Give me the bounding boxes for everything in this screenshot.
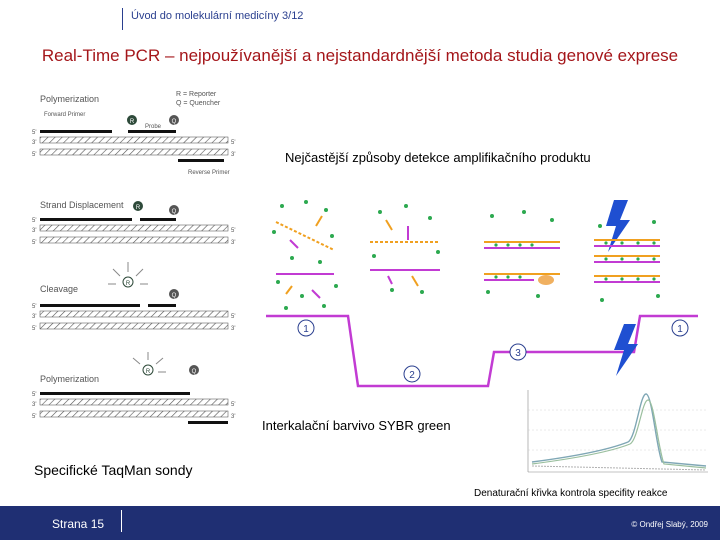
copyright: © Ondřej Slabý, 2009 (631, 520, 708, 529)
legend-quencher: Q = Quencher (176, 100, 221, 107)
melt-curve-chart (518, 386, 712, 480)
page-number: Strana 15 (52, 517, 105, 531)
reverse-primer-label: Reverse Primer (188, 170, 230, 176)
svg-text:Q: Q (171, 119, 177, 125)
svg-text:3': 3' (32, 228, 37, 234)
taqman-caption: Specifické TaqMan sondy (34, 462, 193, 478)
svg-text:5': 5' (231, 140, 236, 146)
svg-text:R: R (125, 281, 131, 287)
step-label: Polymerization (40, 94, 100, 104)
svg-text:2: 2 (409, 370, 415, 381)
svg-text:5': 5' (32, 218, 37, 224)
svg-text:R: R (129, 119, 135, 125)
taqman-diagram (28, 86, 260, 436)
svg-text:5': 5' (231, 228, 236, 234)
legend-reporter: R = Reporter (176, 91, 217, 98)
primer-icon (388, 226, 408, 284)
svg-text:3': 3' (231, 414, 236, 420)
melt-caption: Denaturační křivka kontrola specifity reakce (474, 488, 668, 499)
svg-text:5': 5' (231, 402, 236, 408)
dye-molecule-icon (372, 204, 440, 294)
sybr-caption: Interkalační barvivo SYBR green (262, 418, 451, 433)
svg-text:3: 3 (515, 348, 521, 359)
svg-text:3': 3' (231, 326, 236, 332)
svg-text:5': 5' (32, 392, 37, 398)
svg-text:5': 5' (32, 130, 37, 136)
primer-icon (286, 216, 322, 294)
primer-icon (386, 220, 418, 286)
step-label: Cleavage (40, 284, 79, 294)
dye-molecule-icon (494, 275, 521, 278)
dye-molecule-icon (494, 243, 533, 246)
lightning-icon (606, 200, 630, 252)
svg-text:5': 5' (32, 414, 37, 420)
svg-text:1: 1 (677, 324, 683, 335)
svg-text:5': 5' (32, 240, 37, 246)
footer-bar (0, 506, 720, 540)
step-label: Strand Displacement (40, 200, 124, 210)
svg-text:1: 1 (303, 324, 309, 335)
svg-text:3': 3' (32, 140, 37, 146)
dna-strand (276, 222, 334, 250)
header-divider (122, 8, 123, 30)
slide-title: Real-Time PCR – nejpoužívanější a nejstandardnější metoda studia genové exprese (41, 46, 679, 65)
dye-molecule-icon (272, 200, 338, 310)
baseline-curve (532, 466, 706, 470)
svg-text:Q: Q (191, 369, 197, 375)
svg-text:3': 3' (231, 240, 236, 246)
svg-text:5': 5' (32, 326, 37, 332)
svg-text:3': 3' (231, 152, 236, 158)
svg-text:5': 5' (231, 314, 236, 320)
melt-curve (532, 394, 706, 466)
forward-primer-label: Forward Primer (44, 112, 86, 118)
polymerase-icon (538, 275, 554, 285)
primer-icon (290, 240, 320, 298)
sybr-heading: Nejčastější způsoby detekce amplifikačního produktu (285, 150, 591, 165)
svg-text:Q: Q (171, 293, 177, 299)
svg-text:5': 5' (32, 152, 37, 158)
header-title: Úvod do molekulární medicíny 3/12 (131, 10, 304, 22)
svg-text:5': 5' (32, 304, 37, 310)
step-label: Polymerization (40, 374, 100, 384)
svg-text:R: R (135, 205, 141, 211)
sybr-green-diagram (262, 196, 702, 410)
svg-text:3': 3' (32, 402, 37, 408)
probe-label: Probe (145, 124, 162, 130)
svg-text:R: R (145, 369, 151, 375)
svg-text:3': 3' (32, 314, 37, 320)
svg-text:Q: Q (171, 209, 177, 215)
footer-divider (121, 510, 122, 532)
